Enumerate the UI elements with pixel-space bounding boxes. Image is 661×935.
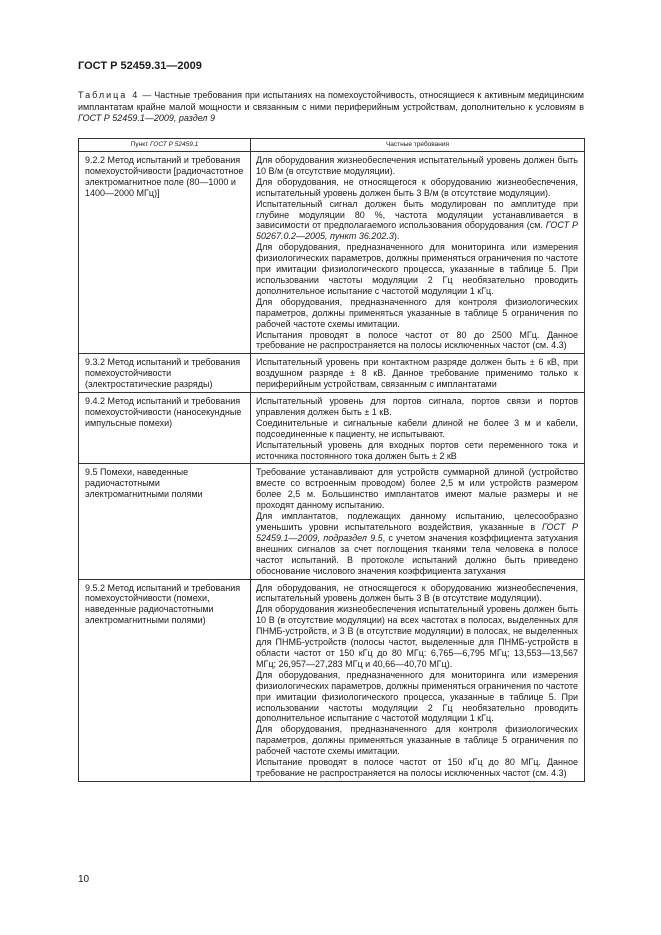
clause-cell: 9.3.2 Метод испытаний и требования помехоустойчивости (электростатические разряды) (79, 354, 251, 393)
table-row (79, 464, 585, 579)
requirements-cell: Для оборудования жизнеобеспечения испытательный уровень должен быть 10 В/м (в отсутствие модуляции). Для оборудования, не относящегося к оборудованию жизнеобеспечения, испытательный уровень должен быть 3 В/м (в отсутствие модуляции). Испытательный сигнал должен быть модулирован по амплитуде при глубине модуляции 80 %, частота модуляции устанавливается в зависимости от предполагаемого использования оборудования (см. ГОСТ Р 50267.0.2—2005, пункт 36.202.3). Для оборудования, предназначенного для мониторинга или измерения физиологических параметров, должны применяться ограничения по частоте при имитации физиологического процесса, указанные в таблице 5. При использовании частоты модуляции 2 Гц необязательно проводить дополнительное испытание с частотой модуляции 1 кГц. Для оборудования, предназначенного для контроля физиологических параметров, должны применяться указанные в таблице 5 ограничения по рабочей частоте схемы имитации. Испытания проводят в полосе частот от 80 до 2500 МГц. Данное требование не распространяется на полосы исключенных частот (см. 4.3) (251, 152, 585, 354)
clause-cell: 9.5.2 Метод испытаний и требования помехоустойчивости (помехи, наведенные радиочастотными электромагнитными полями) (79, 579, 251, 781)
page-number: 10 (78, 874, 90, 885)
table-row (79, 354, 585, 393)
requirements-cell: Испытательный уровень для портов сигнала, портов связи и портов управления должен быть ± 1 кВ. Соединительные и сигнальные кабели длиной не более 3 м и кабели, подсоединенные к пациенту, не испытывают. Испытательный уровень для входных портов сети переменного тока и источника постоянного тока должен быть ± 2 кВ (251, 393, 585, 464)
table-header-row (79, 139, 585, 152)
column-header-clause: Пункт ГОСТ Р 52459.1 (79, 139, 251, 152)
table-caption-text: — Частные требования при испытаниях на помехоустойчивость, относящиеся к активным медицинским имплантатам крайне малой мощности и связанным с ними периферийным устройствам, дополнительно к условиям в (78, 90, 584, 112)
table-row (79, 393, 585, 464)
requirements-table (78, 138, 585, 782)
clause-cell: 9.4.2 Метод испытаний и требования помехоустойчивости (наносекундные импульсные помехи) (79, 393, 251, 464)
column-header-requirements: Частные требования (251, 139, 585, 152)
table-caption (78, 90, 584, 125)
clause-cell: 9.5 Помехи, наведенные радиочастотными электромагнитными полями (79, 464, 251, 579)
table-row (79, 152, 585, 354)
table-caption-ref: ГОСТ Р 52459.1—2009, раздел 9 (78, 113, 216, 124)
requirements-cell: Испытательный уровень при контактном разряде должен быть ± 6 кВ, при воздушном разряде ± 8 кВ. Данное требование применимо только к периферийным устройствам, связанным с имплантатами (251, 354, 585, 393)
requirements-cell: Для оборудования, не относящегося к оборудованию жизнеобеспечения, испытательный уровень должен быть 3 В (в отсутствие модуляции). Для оборудования жизнеобеспечения испытательный уровень должен быть 10 В (в отсутствие модуляции) на всех частотах в полосах, выделенных для ПНМБ-устройств, и 3 В (в отсутствие модуляции) в полосах, не выделенных для ПНМБ-устройств (полосы частот, выделенные для ПНМБ-устройств в области частот от 150 кГц до 80 МГц: 6,765—6,795 МГц; 13,553—13,567 МГц; 26,957—27,283 МГц и 40,66—40,70 МГц). Для оборудования, предназначенного для мониторинга или измерения физиологических параметров, должны применяться ограничения по частоте при имитации физиологического процесса, указанные в таблице 5. При использовании частоты модуляции 2 Гц необязательно проводить дополнительное испытание с частотой модуляции 1 кГц. Для оборудования, предназначенного для контроля физиологических параметров, должны применяться указанные в таблице 5 ограничения по рабочей частоте схемы имитации. Испытание проводят в полосе частот от 150 кГц до 80 МГц. Данное требование не распространяется на полосы исключенных частот (см. 4.3) (251, 579, 585, 781)
document-header: ГОСТ Р 52459.31—2009 (78, 60, 202, 72)
table-caption-label: Таблица 4 (78, 90, 140, 100)
table-row (79, 579, 585, 781)
clause-cell: 9.2.2 Метод испытаний и требования помехоустойчивости [радиочастотное электромагнитное поле (80—1000 и 1400—2000 МГц)] (79, 152, 251, 354)
requirements-cell: Требование устанавливают для устройств суммарной длиной (устройство вместе со встроенным проводом) более 2,5 м или устройств размером более 2,5 м. Большинство имплантатов имеют малые размеры и не проходят данному испытанию. Для имплантатов, подлежащих данному испытанию, целесообразно уменьшить уровни испытательного воздействия, указанные в ГОСТ Р 52459.1—2009, подраздел 9.5, с учетом значения коэффициента затухания внешних сигналов за счет поглощения тканями тела человека в полосе частот испытаний. В протоколе испытаний должно быть приведено обоснование числового значения коэффициента затухания (251, 464, 585, 579)
